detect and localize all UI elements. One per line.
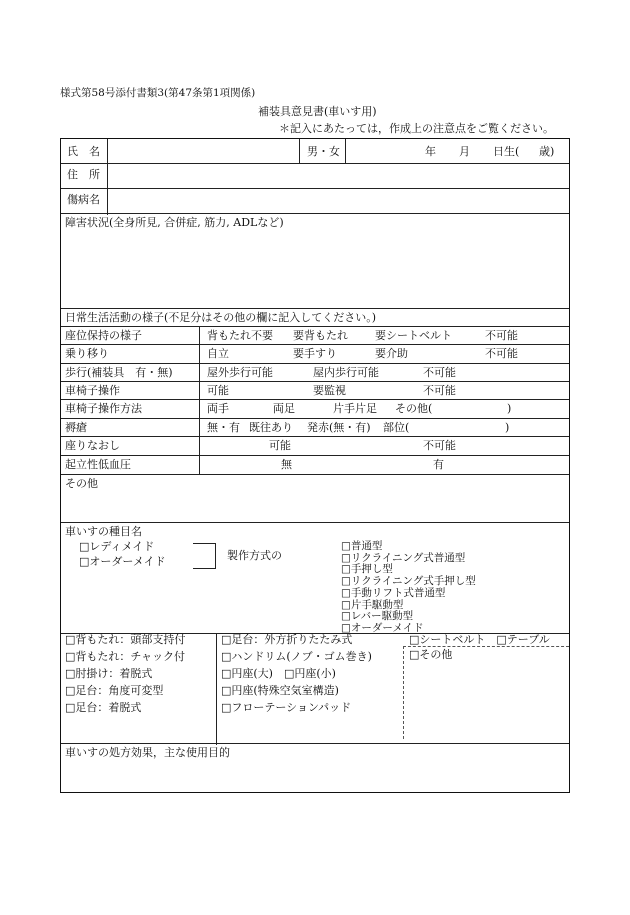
option-checkbox[interactable]: □足台：着脱式 <box>65 701 142 714</box>
adl-row-label: 乗り移り <box>65 347 109 360</box>
other-option-checkbox[interactable]: □その他 <box>409 648 453 661</box>
sex-divider <box>345 139 346 163</box>
row-line <box>61 188 569 189</box>
adl-option[interactable]: 不可能 <box>423 384 456 397</box>
options-divider <box>216 633 217 745</box>
adl-option[interactable]: 自立 <box>207 347 229 360</box>
name-label: 氏 名 <box>67 145 100 158</box>
readymade-checkbox[interactable]: □レディメイド <box>79 540 155 553</box>
name-divider <box>299 139 300 163</box>
adl-row-label: 座位保持の様子 <box>65 329 142 342</box>
options-dashed-divider <box>403 646 404 739</box>
option-checkbox[interactable]: □フローテーションパッド <box>221 701 352 714</box>
adl-option[interactable]: 既往あり <box>249 421 293 434</box>
seatbelt-table-checkboxes[interactable]: □シートベルト □テーブル <box>409 633 550 646</box>
adl-option[interactable]: 不可能 <box>423 439 456 452</box>
adl-row-label: 褥瘡 <box>65 421 87 434</box>
disease-label: 傷病名 <box>67 193 100 206</box>
adl-row-label: 車椅子操作 <box>65 384 120 397</box>
adl-option[interactable]: 可能 <box>207 384 229 397</box>
row-line <box>61 522 569 523</box>
dob-age: 歳) <box>539 145 555 158</box>
daily-life-divider <box>199 326 200 474</box>
method-bracket <box>193 543 216 569</box>
adl-option[interactable]: 無 <box>281 458 292 471</box>
row-line <box>61 455 569 456</box>
dob-month: 月 <box>459 145 470 158</box>
adl-option[interactable]: 両手 <box>207 402 229 415</box>
row-line <box>61 381 569 382</box>
row-line <box>61 743 569 744</box>
row-line <box>61 308 569 309</box>
adl-option[interactable]: 不可能 <box>485 347 518 360</box>
adl-option[interactable]: 不可能 <box>423 366 456 379</box>
option-checkbox[interactable]: □背もたれ：頭部支持付 <box>65 633 186 646</box>
adl-option[interactable]: その他( <box>395 402 433 415</box>
adl-option[interactable]: 屋外歩行可能 <box>207 366 273 379</box>
adl-option[interactable]: 不可能 <box>485 329 518 342</box>
adl-option[interactable]: 要手すり <box>293 347 337 360</box>
option-checkbox[interactable]: □足台：外方折りたたみ式 <box>221 633 353 646</box>
adl-option[interactable]: ) <box>507 402 512 415</box>
dob-year: 年 <box>425 145 436 158</box>
form-reference: 様式第58号添付書類3(第47条第1項関係) <box>60 87 256 99</box>
adl-option[interactable]: 部位( <box>383 421 410 434</box>
daily-life-heading: 日常生活活動の様子(不足分はその他の欄に記入してください。) <box>65 311 377 324</box>
sex-field[interactable]: 男・女 <box>307 145 340 158</box>
wheelchair-type-checkbox[interactable]: □手動リフト式普通型 <box>341 586 446 599</box>
adl-row-label: 座りなおし <box>65 439 120 452</box>
form-frame <box>60 138 570 793</box>
adl-option[interactable]: 可能 <box>269 439 291 452</box>
form-note: ＊記入にあたっては，作成上の注意点をご覧ください。 <box>279 122 554 135</box>
option-checkbox[interactable]: □背もたれ：チャック付 <box>65 650 186 663</box>
other-label: その他 <box>65 477 98 490</box>
wheelchair-type-checkbox[interactable]: □リクライニング式普通型 <box>341 551 466 564</box>
adl-row-label: 起立性低血圧 <box>65 458 131 471</box>
adl-option[interactable]: 無・有 <box>207 421 240 434</box>
row-line <box>61 436 569 437</box>
label-divider <box>107 139 108 215</box>
adl-option[interactable]: 要監視 <box>313 384 346 397</box>
adl-option[interactable]: 有 <box>433 458 444 471</box>
row-line <box>61 399 569 400</box>
row-line <box>61 163 569 164</box>
row-line <box>61 474 569 475</box>
wheelchair-type-checkbox[interactable]: □レバー駆動型 <box>341 610 414 623</box>
adl-option[interactable]: 背もたれ不要 <box>207 329 273 342</box>
prescription-label: 車いすの処方効果，主な使用目的 <box>65 746 230 759</box>
form-title: 補装具意見書(車いす用) <box>258 105 377 118</box>
option-checkbox[interactable]: □肘掛け：着脱式 <box>65 667 153 680</box>
wheelchair-type-checkbox[interactable]: □片手駆動型 <box>341 598 404 611</box>
custom-made-checkbox[interactable]: □オーダーメイド <box>79 555 166 568</box>
adl-option[interactable]: 屋内歩行可能 <box>313 366 379 379</box>
wheelchair-type-checkbox[interactable]: □手押し型 <box>341 563 393 576</box>
adl-row-label: 歩行(補装具 有・無) <box>65 366 173 379</box>
row-line <box>61 213 569 214</box>
wheelchair-type-checkbox[interactable]: □リクライニング式手押し型 <box>341 575 476 588</box>
option-checkbox[interactable]: □円座(大) □円座(小) <box>221 667 336 680</box>
row-line <box>61 344 569 345</box>
wheelchair-type-heading: 車いすの種目名 <box>65 525 142 538</box>
dob-day: 日生( <box>493 145 520 158</box>
adl-option[interactable]: 両足 <box>273 402 295 415</box>
row-line <box>61 418 569 419</box>
wheelchair-type-checkbox[interactable]: □普通型 <box>341 540 383 552</box>
adl-option[interactable]: 要シートベルト <box>375 329 452 342</box>
address-label: 住 所 <box>67 168 100 181</box>
option-checkbox[interactable]: □円座(特殊空気室構造) <box>221 684 339 697</box>
option-checkbox[interactable]: □ハンドリム(ノブ・ゴム巻き) <box>221 650 372 663</box>
option-checkbox[interactable]: □足台：角度可変型 <box>65 684 164 697</box>
row-line <box>61 326 569 327</box>
wheelchair-type-checkbox[interactable]: □オーダーメイド <box>341 621 424 634</box>
adl-option[interactable]: 片手片足 <box>333 402 377 415</box>
adl-option[interactable]: 要介助 <box>375 347 408 360</box>
row-line <box>61 363 569 364</box>
adl-option[interactable]: ) <box>505 421 510 434</box>
method-label: 製作方式の <box>227 549 282 562</box>
adl-row-label: 車椅子操作方法 <box>65 402 142 415</box>
disability-status-label: 障害状況(全身所見, 合併症, 筋力, ADLなど) <box>65 216 284 229</box>
adl-option[interactable]: 発赤(無・有) <box>307 421 371 434</box>
adl-option[interactable]: 要背もたれ <box>293 329 348 342</box>
